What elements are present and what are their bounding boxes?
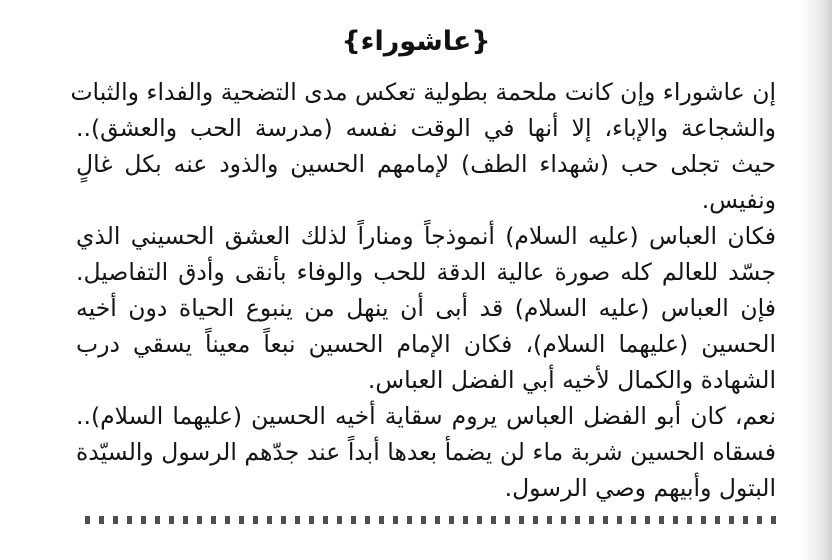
paragraph-line: والشجاعة والإباء، إلا أنها في الوقت نفسه (مدرسة الحب والعشق).. [76,114,776,142]
paragraph-line: نعم، كان أبو الفضل العباس يروم سقاية أخيه الحسين (عليهما السلام).. [76,402,776,430]
cropped-bottom-line [76,506,776,524]
paragraph-line: إن عاشوراء وإن كانت ملحمة بطولية تعكس مدى التضحية والفداء والثبات [70,78,776,106]
paragraph-line: جسّد للعالم كله صورة عالية الدقة للحب والوفاء بأنقى وأدق التفاصيل. [76,258,776,286]
paragraph-line: الشهادة والكمال لأخيه أبي الفضل العباس. [367,366,776,394]
document-body [70,74,776,524]
paragraph-line: الحسين (عليهما السلام)، فكان الإمام الحسين نبعاً معيناً يسقي درب [76,330,776,358]
paragraph-line: فسقاه الحسين شربة ماء لن يضمأ بعدها أبداً عند جدّهم الرسول والسيّدة [76,438,776,466]
page-edge-shadow [802,0,832,560]
paragraph-line: البتول وأبيهم وصي الرسول. [504,474,776,502]
cropped-top-text-fragment [300,0,600,6]
paragraph-line: ونفيس. [701,186,776,214]
paragraph-line: فكان العباس (عليه السلام) أنموذجاً ومناراً لذلك العشق الحسيني الذي [76,222,776,250]
paragraph-line: حيث تجلى حب (شهداء الطف) لإمامهم الحسين والذود عنه بكل غالٍ [76,150,776,178]
document-title: {عاشوراء} [341,26,491,57]
paragraph-line: فإن العباس (عليه السلام) قد أبى أن ينهل من ينبوع الحياة دون أخيه [76,294,776,322]
